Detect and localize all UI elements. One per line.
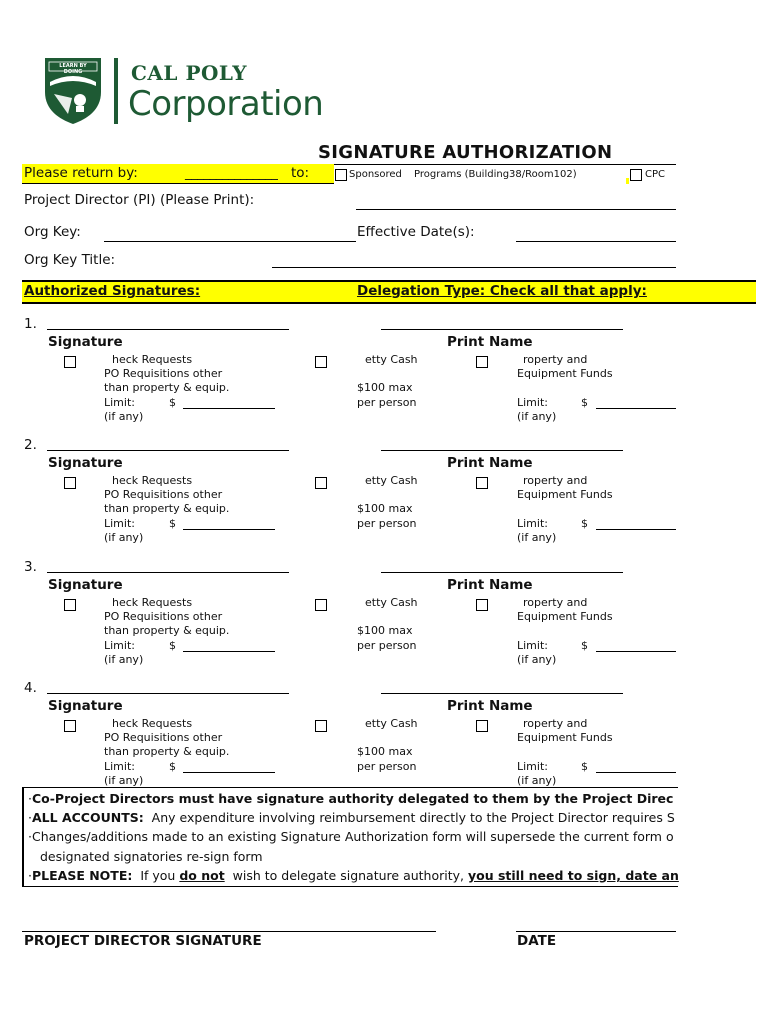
per-person-label: per person [357, 639, 417, 652]
check-requests-checkbox[interactable] [64, 599, 76, 611]
property-label: roperty and [523, 353, 588, 366]
per-person-label: per person [357, 760, 417, 773]
check-requests-checkbox[interactable] [64, 477, 76, 489]
limit-field[interactable] [183, 408, 275, 409]
po-requisitions-label: PO Requisitions other [104, 610, 223, 623]
note-3-text: Changes/additions made to an existing Signature Authorization form will supersede the current form o [31, 829, 674, 844]
dollar-sign: $ [169, 396, 176, 409]
dollar-sign: $ [581, 396, 588, 409]
petty-cash-checkbox[interactable] [315, 356, 327, 368]
org-key-label: Org Key: [24, 224, 81, 240]
per-person-label: per person [357, 517, 417, 530]
check-requests-checkbox[interactable] [64, 720, 76, 732]
print-name-line[interactable] [381, 450, 623, 451]
note-1-text: Co-Project Directors must have signature authority delegated to them by the Project Direc [31, 791, 674, 806]
signature-label: Signature [48, 698, 123, 714]
equipment-funds-label: Equipment Funds [517, 367, 613, 380]
seal-text: LEARN BY DOING [59, 63, 87, 75]
sponsored-checkbox[interactable] [335, 169, 347, 181]
property-label: roperty and [523, 717, 588, 730]
po-requisitions-label: PO Requisitions other [104, 488, 223, 501]
check-requests-label: heck Requests [112, 717, 193, 730]
limit-field[interactable] [183, 772, 275, 773]
po-requisitions-label-2: than property & equip. [104, 381, 230, 394]
entry-number: 2. [24, 437, 37, 453]
if-any-label: (if any) [517, 653, 557, 666]
petty-cash-label: etty Cash [365, 353, 418, 366]
petty-cash-label: etty Cash [365, 596, 418, 609]
print-name-label: Print Name [447, 334, 533, 350]
petty-cash-label: etty Cash [365, 717, 418, 730]
petty-cash-checkbox[interactable] [315, 477, 327, 489]
po-requisitions-label-2: than property & equip. [104, 745, 230, 758]
property-checkbox[interactable] [476, 477, 488, 489]
equipment-funds-label: Equipment Funds [517, 488, 613, 501]
limit-label: Limit: [104, 396, 135, 409]
project-director-label: Project Director (PI) (Please Print): [24, 192, 255, 208]
entry-number: 4. [24, 680, 37, 696]
entry-number: 3. [24, 559, 37, 575]
limit-label: Limit: [104, 517, 135, 530]
note-2-bold: ALL ACCOUNTS: [31, 810, 144, 825]
limit-field[interactable] [596, 408, 676, 409]
limit-label: Limit: [104, 639, 135, 652]
org-key-title-label: Org Key Title: [24, 252, 116, 268]
note-2: ·ALL ACCOUNTS: Any expenditure involving reimbursement directly to the Project Director requires S [28, 810, 675, 825]
note-4-b: wish to delegate signature authority, [224, 868, 468, 883]
max-label: $100 max [357, 624, 413, 637]
signature-line[interactable] [47, 572, 289, 573]
logo-divider [114, 58, 118, 124]
note-1: ·Co-Project Directors must have signature authority delegated to them by the Project Direc [28, 791, 674, 806]
property-checkbox[interactable] [476, 599, 488, 611]
cal-poly-logo [42, 56, 104, 126]
signature-line[interactable] [47, 693, 289, 694]
if-any-label: (if any) [104, 774, 144, 787]
equipment-funds-label: Equipment Funds [517, 610, 613, 623]
print-name-line[interactable] [381, 329, 623, 330]
note-4-c: you still need to sign, date an [467, 868, 679, 883]
signature-line[interactable] [47, 329, 289, 330]
date-line[interactable] [516, 931, 676, 932]
po-requisitions-label: PO Requisitions other [104, 731, 223, 744]
property-label: roperty and [523, 474, 588, 487]
limit-label: Limit: [517, 760, 548, 773]
org-key-title-field[interactable] [272, 251, 676, 268]
print-name-line[interactable] [381, 693, 623, 694]
cpc-label: CPC [645, 169, 665, 180]
limit-label: Limit: [517, 396, 548, 409]
po-requisitions-label-2: than property & equip. [104, 624, 230, 637]
property-label: roperty and [523, 596, 588, 609]
if-any-label: (if any) [517, 410, 557, 423]
limit-label: Limit: [517, 639, 548, 652]
note-4: ·PLEASE NOTE: If you do not wish to delegate signature authority, you still need to sign, date an [28, 868, 679, 883]
limit-label: Limit: [104, 760, 135, 773]
sponsored-programs: Programs (Building38/Room102) [414, 169, 577, 180]
check-requests-label: heck Requests [112, 474, 193, 487]
limit-label: Limit: [517, 517, 548, 530]
signature-line[interactable] [47, 450, 289, 451]
note-4-donot: do not [179, 868, 225, 883]
dollar-sign: $ [169, 639, 176, 652]
limit-field[interactable] [183, 529, 275, 530]
dollar-sign: $ [169, 517, 176, 530]
dollar-sign: $ [169, 760, 176, 773]
page-title: SIGNATURE AUTHORIZATION [318, 142, 613, 163]
signature-label: Signature [48, 334, 123, 350]
signature-label: Signature [48, 455, 123, 471]
entry-number: 1. [24, 316, 37, 332]
limit-field[interactable] [183, 651, 275, 652]
pd-signature-line[interactable] [22, 931, 436, 932]
pd-signature-label: PROJECT DIRECTOR SIGNATURE [24, 933, 262, 949]
delegation-type-label: Delegation Type: Check all that apply: [357, 283, 647, 299]
if-any-label: (if any) [104, 531, 144, 544]
authorized-signatures-label: Authorized Signatures: [24, 283, 201, 299]
po-requisitions-label-2: than property & equip. [104, 502, 230, 515]
print-name-label: Print Name [447, 455, 533, 471]
brand-line2: Corporation [128, 84, 324, 124]
check-requests-label: heck Requests [112, 596, 193, 609]
check-requests-checkbox[interactable] [64, 356, 76, 368]
limit-field[interactable] [596, 529, 676, 530]
sponsored-label: Sponsored [349, 169, 402, 180]
return-label: Please return by: [24, 165, 138, 181]
if-any-label: (if any) [517, 774, 557, 787]
effective-date-field[interactable] [516, 225, 676, 242]
dollar-sign: $ [581, 760, 588, 773]
note-2-text: Any expenditure involving reimbursement directly to the Project Director requires S [143, 810, 675, 825]
signature-label: Signature [48, 577, 123, 593]
return-blank[interactable]: _______________ [185, 165, 278, 181]
note-4-a: If you [132, 868, 180, 883]
petty-cash-checkbox[interactable] [315, 599, 327, 611]
org-key-field[interactable] [104, 225, 356, 242]
cpc-marker [626, 178, 629, 184]
return-row-underline [22, 183, 334, 184]
check-requests-label: heck Requests [112, 353, 193, 366]
max-label: $100 max [357, 502, 413, 515]
po-requisitions-label: PO Requisitions other [104, 367, 223, 380]
equipment-funds-label: Equipment Funds [517, 731, 613, 744]
max-label: $100 max [357, 745, 413, 758]
petty-cash-checkbox[interactable] [315, 720, 327, 732]
print-name-label: Print Name [447, 698, 533, 714]
note-3: ·Changes/additions made to an existing Signature Authorization form will supersede the current form o [28, 829, 674, 844]
notes-box [22, 787, 678, 887]
property-checkbox[interactable] [476, 356, 488, 368]
note-4-bold: PLEASE NOTE: [31, 868, 133, 883]
effective-date-label: Effective Date(s): [357, 224, 475, 240]
property-checkbox[interactable] [476, 720, 488, 732]
cpc-checkbox[interactable] [630, 169, 642, 181]
print-name-label: Print Name [447, 577, 533, 593]
to-label: to: [291, 165, 310, 181]
max-label: $100 max [357, 381, 413, 394]
if-any-label: (if any) [104, 653, 144, 666]
date-label: DATE [517, 933, 557, 949]
dollar-sign: $ [581, 639, 588, 652]
project-director-field[interactable] [356, 193, 676, 210]
dollar-sign: $ [581, 517, 588, 530]
if-any-label: (if any) [517, 531, 557, 544]
per-person-label: per person [357, 396, 417, 409]
petty-cash-label: etty Cash [365, 474, 418, 487]
limit-field[interactable] [596, 772, 676, 773]
if-any-label: (if any) [104, 410, 144, 423]
title-underline [318, 164, 676, 165]
limit-field[interactable] [596, 651, 676, 652]
note-3b: designated signatories re-sign form [40, 849, 263, 864]
print-name-line[interactable] [381, 572, 623, 573]
brand-line1: CAL POLY [131, 61, 247, 85]
